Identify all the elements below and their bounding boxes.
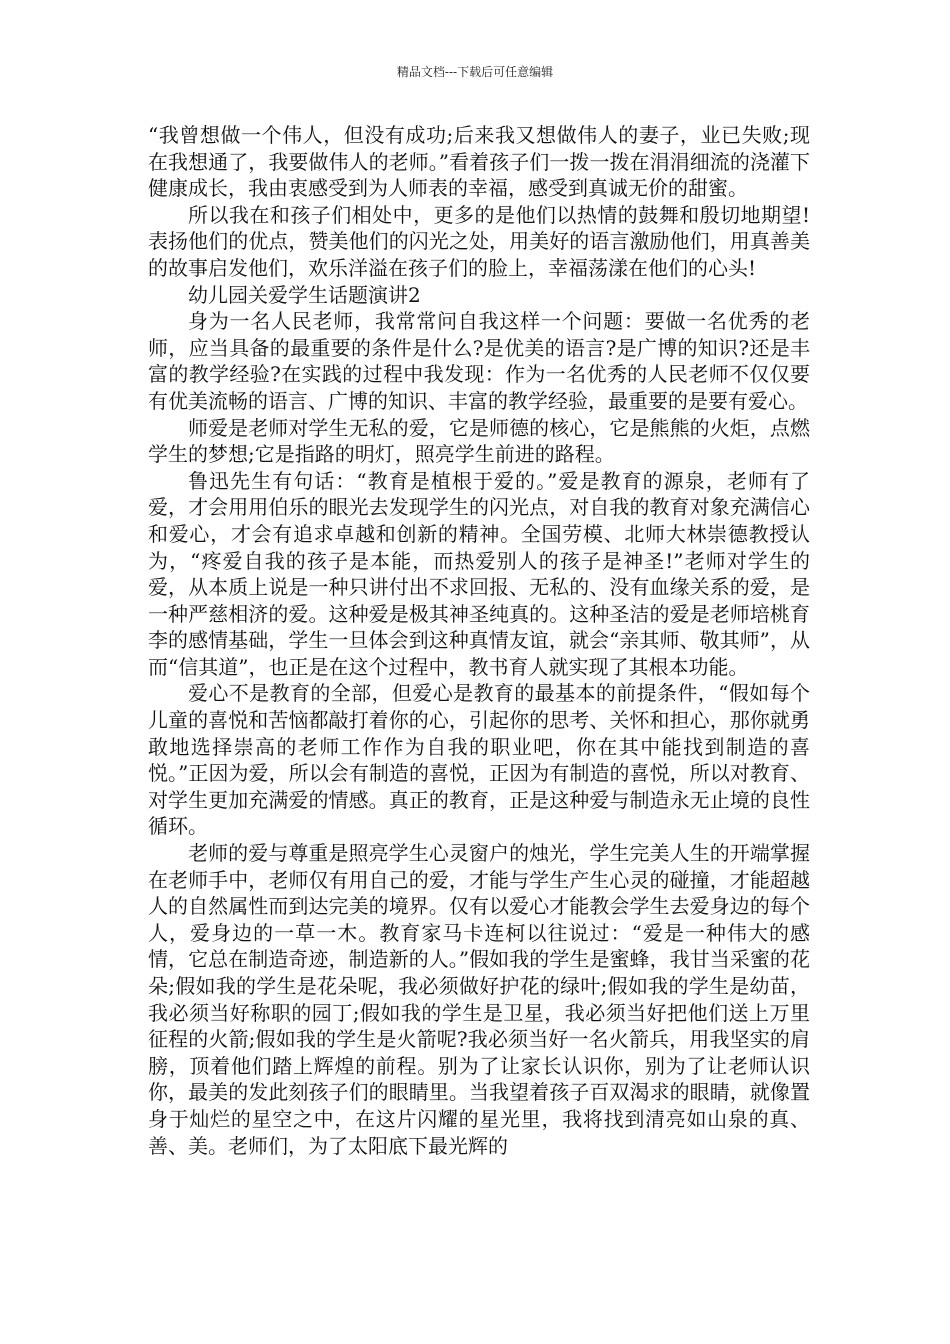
page-header: 精品文档---下载后可任意编辑 [396,65,554,79]
paragraph-4: 师爱是老师对学生无私的爱，它是师德的核心，它是熊熊的火炬，点燃学生的梦想;它是指路的明灯，照亮学生前进的路程。 [148,415,810,467]
paragraph-6: 爱心不是教育的全部，但爱心是教育的最基本的前提条件，“假如每个儿童的喜悦和苦恼都敲打着你的心，引起你的思考、关怀和担心，那你就勇敢地选择崇高的老师工作作为自我的职业吧，你在其中能找到制造的喜悦。”正因为爱，所以会有制造的喜悦，正因为有制造的喜悦，所以对教育、对学生更加充满爱的情感。真正的教育，正是这种爱与制造永无止境的良性循环。 [148,681,810,839]
paragraph-2: 所以我在和孩子们相处中，更多的是他们以热情的鼓舞和殷切地期望!表扬他们的优点，赞美他们的闪光之处，用美好的语言激励他们，用真善美的故事启发他们，欢乐洋溢在孩子们的脸上，幸福荡漾在他们的心头! [148,202,810,280]
section-title: 幼儿园关爱学生话题演讲2 [188,282,421,307]
paragraph-1: “我曾想做一个伟人，但没有成功;后来我又想做伟人的妻子，业已失败;现在我想通了，我要做伟人的老师。”看着孩子们一拨一拨在涓涓细流的浇灌下健康成长，我由衷感受到为人师表的幸福，感受到真诚无价的甜蜜。 [148,123,810,201]
paragraph-5: 鲁迅先生有句话：“教育是植根于爱的。”爱是教育的源泉，老师有了爱，才会用用伯乐的眼光去发现学生的闪光点，对自我的教育对象充满信心和爱心，才会有追求卓越和创新的精神。全国劳模、北师大林崇德教授认为，“疼爱自我的孩子是本能，而热爱别人的孩子是神圣!”老师对学生的爱，从本质上说是一种只讲付出不求回报、无私的、没有血缘关系的爱，是一种严慈相济的爱。这种爱是极其神圣纯真的。这种圣洁的爱是老师培桃育李的感情基础，学生一旦体会到这种真情友谊，就会“亲其师、敬其师”，从而“信其道”，也正是在这个过程中，教书育人就实现了其根本功能。 [148,468,810,679]
paragraph-3: 身为一名人民老师，我常常问自我这样一个问题：要做一名优秀的老师，应当具备的最重要的条件是什么?是优美的语言?是广博的知识?还是丰富的教学经验?在实践的过程中我发现：作为一名优秀的人民老师不仅仅要有优美流畅的语言、广博的知识、丰富的教学经验，最重要的是要有爱心。 [148,309,810,413]
document-body [148,122,810,1159]
paragraph-7: 老师的爱与尊重是照亮学生心灵窗户的烛光，学生完美人生的开端掌握在老师手中，老师仅有用自己的爱，才能与学生产生心灵的碰撞，才能超越人的自然属性而到达完美的境界。仅有以爱心才能教会学生去爱身边的每个人，爱身边的一草一木。教育家马卡连柯以往说过：“爱是一种伟大的感情，它总在制造奇迹，制造新的人。”假如我的学生是蜜蜂，我甘当采蜜的花朵;假如我的学生是花朵呢，我必须做好护花的绿叶;假如我的学生是幼苗，我必须当好称职的园丁;假如我的学生是卫星，我必须当好把他们送上万里征程的火箭;假如我的学生是火箭呢?我必须当好一名火箭兵，用我坚实的肩膀，顶着他们踏上辉煌的前程。别为了让家长认识你，别为了让老师认识你，最美的发此刻孩子们的眼睛里。当我望着孩子百双渴求的眼睛，就像置身于灿烂的星空之中，在这片闪耀的星光里，我将找到清亮如山泉的真、善、美。老师们，为了太阳底下最光辉的 [148,841,810,1158]
